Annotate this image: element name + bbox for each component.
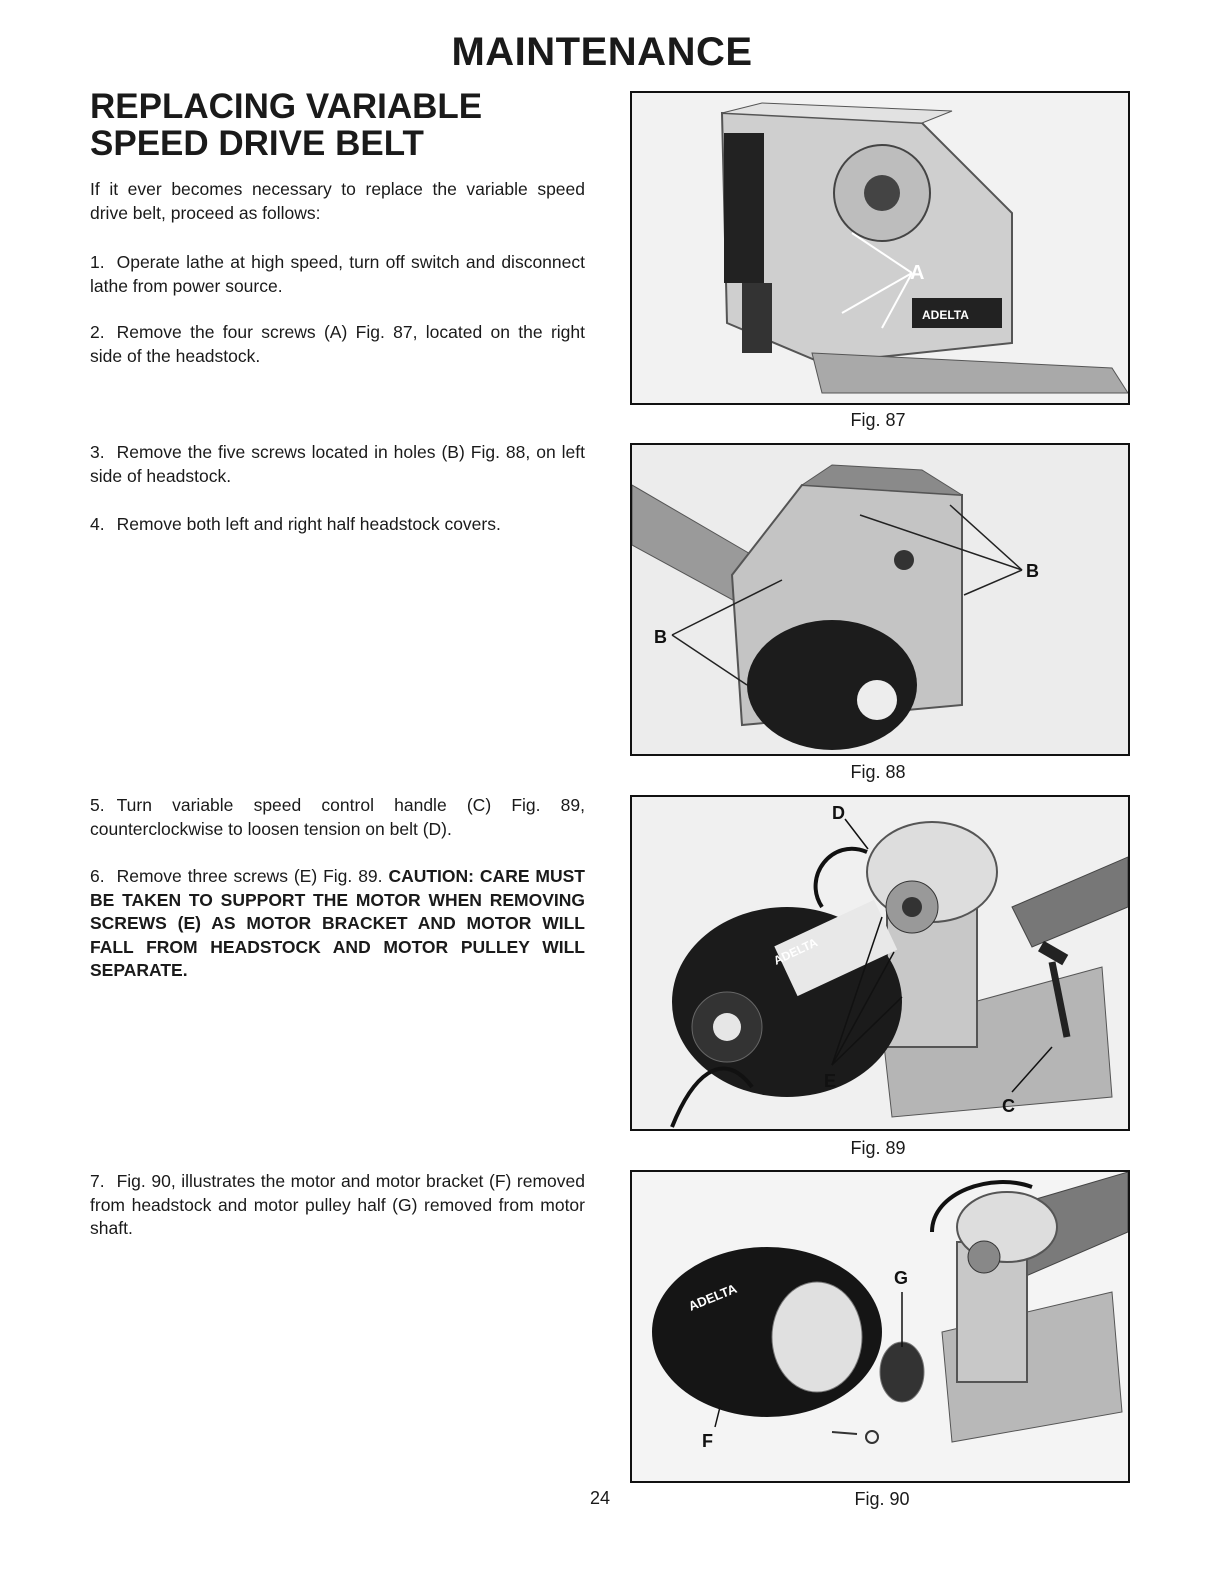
- section-title: REPLACING VARIABLE SPEED DRIVE BELT: [90, 87, 483, 163]
- step-number: 7.: [90, 1171, 105, 1191]
- figure-90: [630, 1170, 1130, 1483]
- step-text: Remove three screws (E) Fig. 89.: [116, 866, 383, 886]
- step-7: [90, 1170, 585, 1241]
- label-e: E: [824, 1071, 837, 1091]
- step-number: 5.: [90, 795, 105, 815]
- step-3: [90, 441, 585, 488]
- decal-text: ADELTA: [771, 935, 820, 968]
- step-number: 2.: [90, 322, 105, 342]
- step-number: 1.: [90, 252, 105, 272]
- motor-pulley-half: [880, 1342, 924, 1402]
- fig-87-illustration: [632, 93, 1128, 403]
- page-title: MAINTENANCE: [451, 30, 753, 74]
- fig-88-illustration: [632, 445, 1128, 754]
- step-5: [90, 794, 585, 841]
- label-b-left: B: [654, 627, 667, 647]
- step-text: Remove both left and right half headstock covers.: [116, 514, 501, 534]
- intro-paragraph: If it ever becomes necessary to replace the variable speed drive belt, proceed as follows:: [90, 179, 585, 223]
- step-text: Operate lathe at high speed, turn off switch and disconnect lathe from power source.: [90, 252, 585, 296]
- figure-88: [630, 443, 1130, 756]
- motor-bracket: [772, 1282, 862, 1392]
- decal-text: ADELTA: [686, 1280, 739, 1314]
- caution-text: CAUTION: CARE MUST BE TAKEN TO SUPPORT THE MOTOR WHEN REMOVING SCREWS (E) AS MOTOR BRACKET AND MOTOR WILL FALL FROM HEADSTOCK AND MOTOR PULLEY WILL SEPARATE.: [90, 866, 585, 980]
- fig-88-caption: Fig. 88: [850, 762, 906, 782]
- step-4: [90, 513, 585, 537]
- step-text: Fig. 90, illustrates the motor and motor bracket (F) removed from headstock and motor pulley half (G) removed from motor shaft.: [90, 1171, 585, 1238]
- step-number: 6.: [90, 866, 105, 886]
- figure-89: [630, 795, 1130, 1131]
- fig-90-caption: Fig. 90: [854, 1489, 910, 1509]
- step-text: Turn variable speed control handle (C) Fig. 89, counterclockwise to loosen tension on belt (D).: [90, 795, 585, 839]
- step-number: 4.: [90, 514, 105, 534]
- label-g: G: [894, 1268, 909, 1288]
- warning-label: [724, 133, 764, 283]
- fig-87-caption: Fig. 87: [850, 410, 906, 430]
- step-text: Remove the five screws located in holes (B) Fig. 88, on left side of headstock.: [90, 442, 585, 486]
- motor: [747, 620, 917, 750]
- page-number: 24: [590, 1488, 611, 1508]
- fig-90-illustration: [632, 1172, 1128, 1481]
- figure-87: [630, 91, 1130, 405]
- label-f: F: [702, 1431, 713, 1451]
- label-c: C: [1002, 1096, 1015, 1116]
- step-6: [90, 865, 585, 983]
- label-b-right: B: [1026, 561, 1039, 581]
- step-1: [90, 251, 585, 298]
- label-a: A: [910, 262, 925, 284]
- decal-text: ADELTA: [922, 308, 969, 322]
- step-text: Remove the four screws (A) Fig. 87, located on the right side of the headstock.: [90, 322, 585, 366]
- fig-89-illustration: [632, 797, 1128, 1129]
- label-d: D: [832, 803, 845, 823]
- step-2: [90, 321, 585, 368]
- handle: [742, 283, 772, 353]
- fig-89-caption: Fig. 89: [850, 1138, 906, 1158]
- step-number: 3.: [90, 442, 105, 462]
